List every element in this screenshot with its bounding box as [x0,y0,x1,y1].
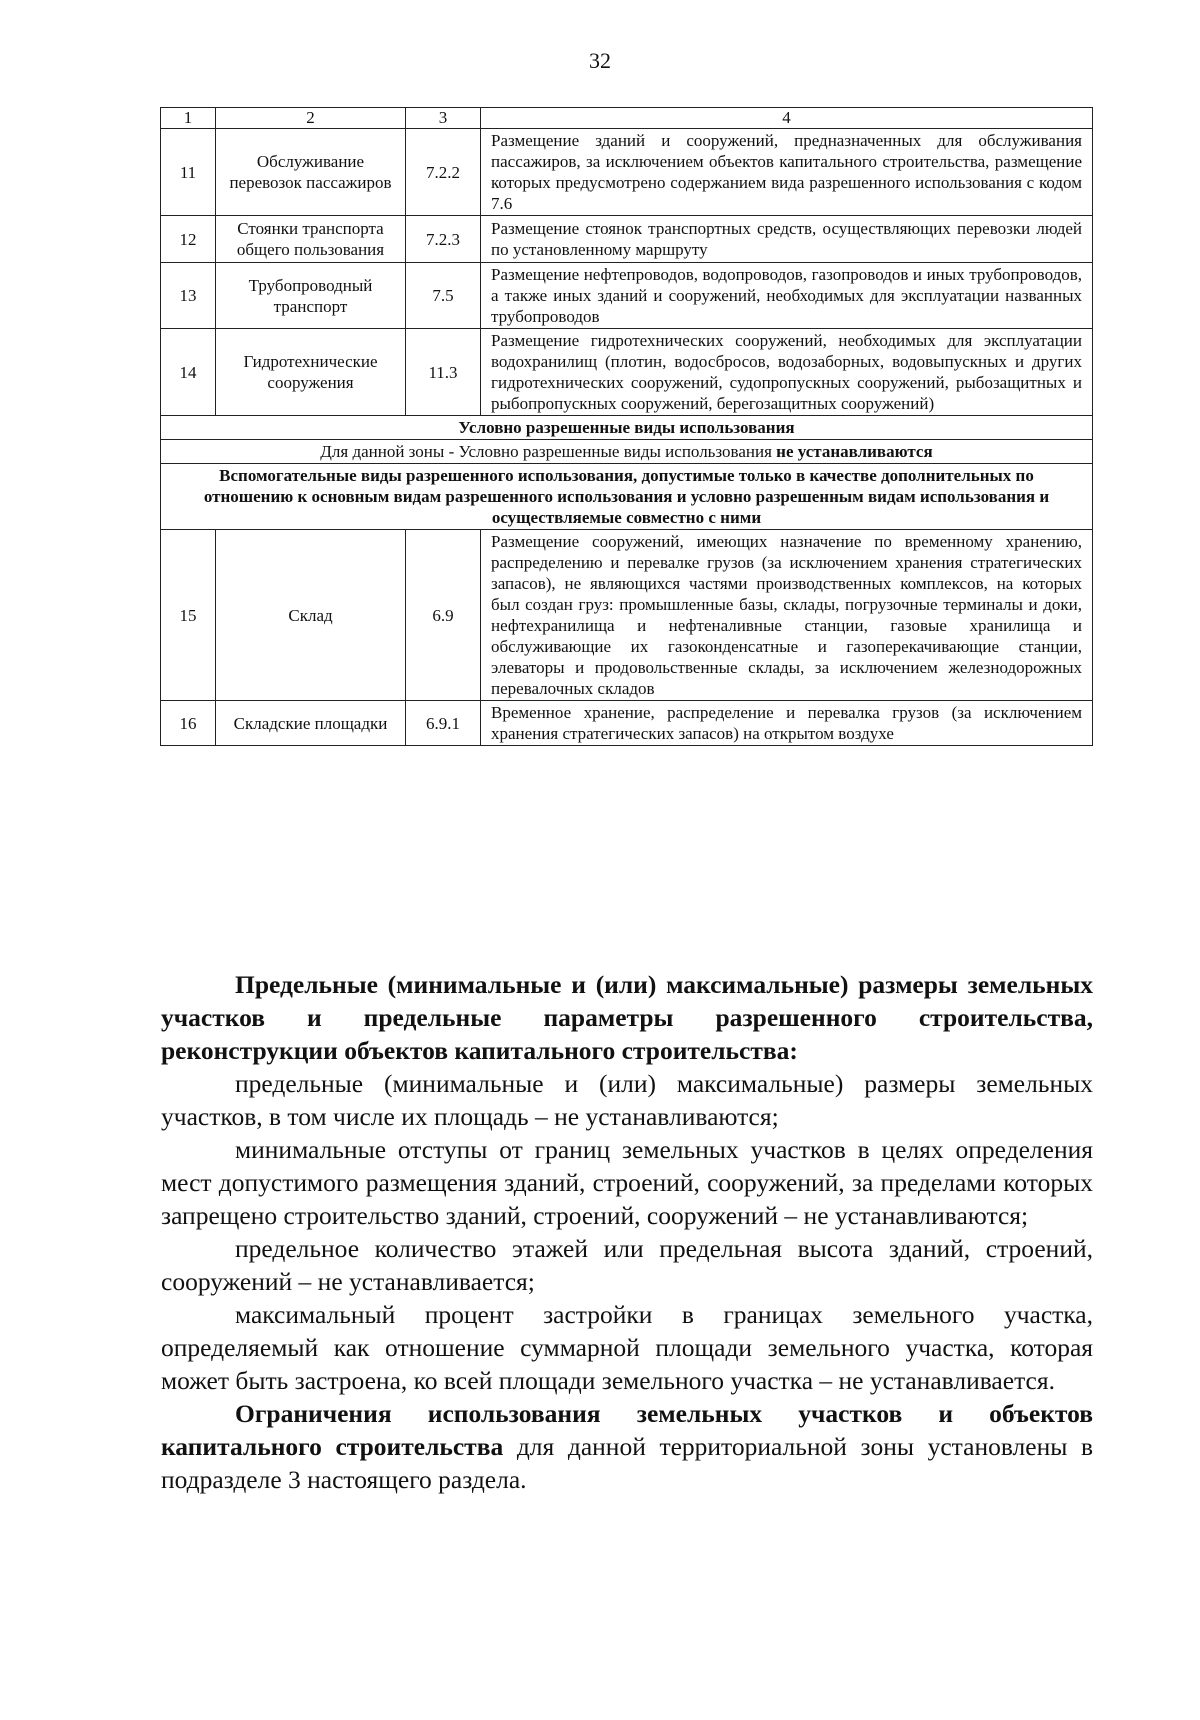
row-number: 11 [161,129,216,216]
row-number: 15 [161,530,216,701]
parameter-paragraph: минимальные отступы от границ земельных участков в целях определения мест допустимого размещения зданий, строений, сооружений, за пределами которых запрещено строительство зданий, строений, сооружений – не устанавливаются; [161,1135,1093,1230]
use-type-code: 6.9.1 [406,701,481,746]
restrictions-bold: Ограничения использования земельных участков и объектов капитального строительства [161,1399,1093,1461]
parameter-paragraph: максимальный процент застройки в границах земельного участка, определяемый как отношение суммарной площади земельного участка, которая может быть застроена, ко всей площади земельного участка – не устанавливается. [161,1300,1093,1395]
table-row [161,263,1093,329]
page-number: 32 [589,48,611,73]
conditional-note-prefix: Для данной зоны - Условно разрешенные виды использования [320,442,777,461]
section-row [161,416,1093,440]
use-type-code: 11.3 [406,329,481,416]
use-type-code: 7.2.3 [406,216,481,263]
table-row [161,701,1093,746]
use-type-code: 7.5 [406,263,481,329]
conditional-uses-note [161,440,1093,464]
use-type-name: Стоянки транспорта общего пользования [216,216,406,263]
row-number: 12 [161,216,216,263]
conditional-note-bold: не устанавливаются [776,442,933,461]
parameters-section [161,968,1093,1496]
conditional-uses-heading: Условно разрешенные виды использования [161,416,1093,440]
parameters-heading: Предельные (минимальные и (или) максимальные) размеры земельных участков и предельные параметры разрешенного строительства, реконструкции объектов капитального строительства: [161,970,1093,1065]
table-row [161,216,1093,263]
land-use-table [160,107,1093,746]
section-row [161,440,1093,464]
table-row [161,329,1093,416]
table-row [161,129,1093,216]
use-type-name: Складские площадки [216,701,406,746]
header-cell-1: 1 [161,108,216,129]
table-row [161,530,1093,701]
use-type-name: Склад [216,530,406,701]
row-number: 13 [161,263,216,329]
auxiliary-uses-heading: Вспомогательные виды разрешенного использования, допустимые только в качестве дополнительных по отношению к основным видам разрешенного использования и условно разрешенным видам использования и осуществляемые совместно с ними [161,464,1093,530]
use-type-code: 6.9 [406,530,481,701]
parameter-paragraph: предельное количество этажей или предельная высота зданий, строений, сооружений – не устанавливается; [161,1234,1093,1296]
parameter-paragraph: предельные (минимальные и (или) максимальные) размеры земельных участков, в том числе их площадь – не устанавливаются; [161,1069,1093,1131]
table-header-row [161,108,1093,129]
row-number: 16 [161,701,216,746]
row-number: 14 [161,329,216,416]
header-cell-3: 3 [406,108,481,129]
use-type-name: Гидротехнические сооружения [216,329,406,416]
restrictions-paragraph [161,1397,1093,1496]
use-type-description: Размещение стоянок транспортных средств, осуществляющих перевозки людей по установленному маршруту [481,216,1093,263]
restrictions-rest: для данной территориальной зоны установлены в подразделе 3 настоящего раздела. [161,1432,1094,1494]
header-cell-4: 4 [481,108,1093,129]
use-type-name: Обслуживание перевозок пассажиров [216,129,406,216]
use-type-description: Размещение зданий и сооружений, предназначенных для обслуживания пассажиров, за исключением объектов капитального строительства, размещение которых предусмотрено содержанием вида разрешенного использования с кодом 7.6 [481,129,1093,216]
use-type-description: Размещение сооружений, имеющих назначение по временному хранению, распределению и перевалке грузов (за исключением хранения стратегических запасов), не являющихся частями производственных комплексов, на которых был создан груз: промышленные базы, склады, погрузочные терминалы и доки, нефтехранилища и нефтеналивные станции, газовые хранилища и обслуживающие их газоконденсатные и газоперекачивающие станции, элеваторы и продовольственные склады, за исключением железнодорожных перевалочных складов [481,530,1093,701]
use-type-name: Трубопроводный транспорт [216,263,406,329]
use-type-description: Временное хранение, распределение и перевалка грузов (за исключением хранения стратегических запасов) на открытом воздухе [481,701,1093,746]
use-type-description: Размещение гидротехнических сооружений, необходимых для эксплуатации водохранилищ (плотин, водосбросов, водозаборных, водовыпускных и других гидротехнических сооружений, судопропускных сооружений, рыбозащитных и рыбопропускных сооружений, берегозащитных сооружений) [481,329,1093,416]
use-type-description: Размещение нефтепроводов, водопроводов, газопроводов и иных трубопроводов, а также иных зданий и сооружений, необходимых для эксплуатации названных трубопроводов [481,263,1093,329]
section-row [161,464,1093,530]
use-type-code: 7.2.2 [406,129,481,216]
header-cell-2: 2 [216,108,406,129]
